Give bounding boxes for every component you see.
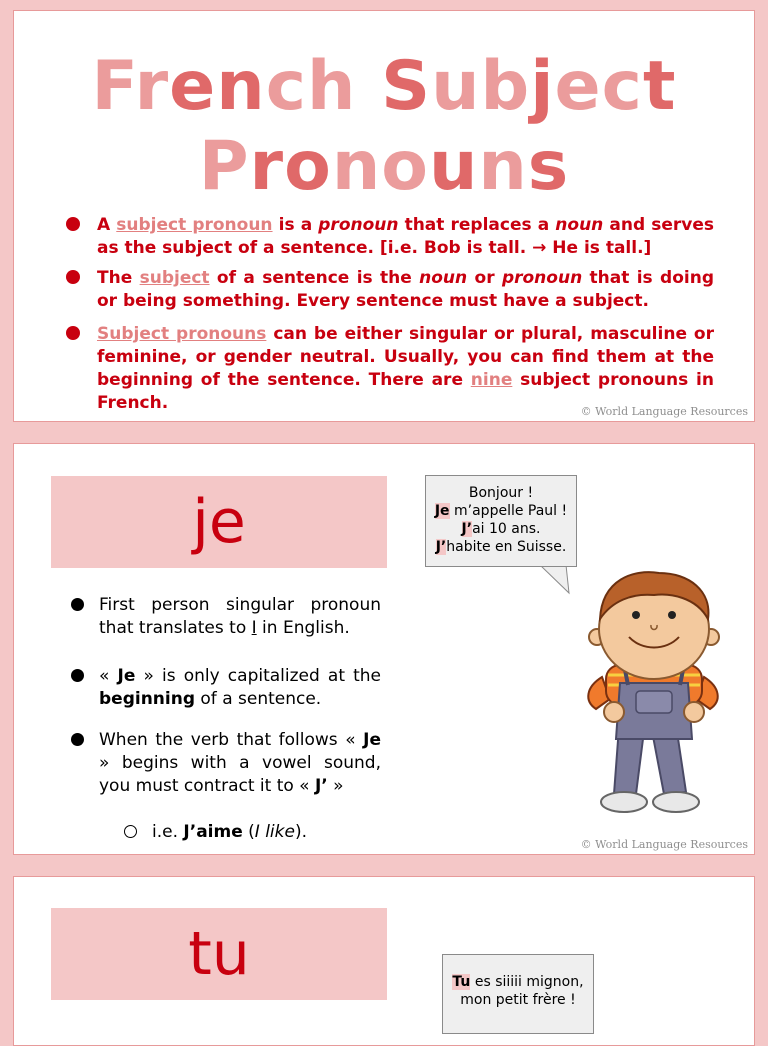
speech-bubble <box>425 475 577 567</box>
pronoun-heading-box <box>51 476 387 568</box>
bullet-text <box>99 729 381 798</box>
text-italic: I like <box>254 822 295 842</box>
hollow-bullet-icon <box>124 825 137 838</box>
title-word-subject: Subject <box>381 47 677 126</box>
title-word-pronouns: Pronouns <box>198 127 570 206</box>
bullet-text <box>97 267 714 313</box>
title-word-french: French <box>91 47 357 126</box>
text-bold: beginning <box>99 689 195 709</box>
text: in English. <box>256 618 350 638</box>
text: that replaces a <box>398 215 556 235</box>
bullet-text <box>97 214 714 260</box>
bullet-dot <box>66 270 80 284</box>
bubble-text <box>426 538 576 556</box>
text-bold: Je <box>117 666 136 686</box>
je-card <box>13 443 755 855</box>
highlighted-pronoun: Tu <box>452 974 471 990</box>
intro-card <box>13 10 755 422</box>
speech-bubble <box>442 954 594 1034</box>
bullet-dot <box>66 217 80 231</box>
text: of a sentence. <box>195 689 322 709</box>
text: » <box>327 776 344 796</box>
text-italic: noun <box>555 215 604 235</box>
text: and serves as the subject of a sentence. [i.e. Bob is tall. → He is tall.] <box>97 215 715 258</box>
text: i.e. <box>152 822 184 842</box>
bullet-text <box>99 594 381 640</box>
copyright-credit: © World Language Resources <box>580 405 748 418</box>
bubble-text <box>426 502 576 538</box>
text-italic: noun <box>419 268 468 288</box>
pronoun-word: je <box>192 487 246 557</box>
bullet-dot <box>71 669 84 682</box>
bubble-text <box>443 973 593 1009</box>
boy-character-icon <box>588 572 719 812</box>
text: ). <box>294 822 307 842</box>
bullet-dot <box>71 598 84 611</box>
term-link: nine <box>470 370 513 390</box>
term-link: subject pronoun <box>116 215 273 235</box>
page-title-line2 <box>14 127 754 207</box>
text: or <box>467 268 502 288</box>
text-bold: Je <box>363 730 381 750</box>
text: A <box>97 215 117 235</box>
text: The <box>97 268 140 288</box>
text-italic: pronoun <box>501 268 583 288</box>
text: ( <box>242 822 255 842</box>
text: « <box>99 666 118 686</box>
highlighted-pronoun: Je <box>434 503 450 519</box>
bullet-dot <box>66 326 80 340</box>
text: can be either singular or plural, masculine or feminine, or gender neutral. Usually, you can find them at the beginning of the sentence. There are <box>97 324 714 390</box>
text: m’appelle Paul ! <box>449 503 568 519</box>
bullet-dot <box>71 733 84 746</box>
tu-card <box>13 876 755 1046</box>
bubble-text: Bonjour ! <box>468 485 534 501</box>
text-italic: pronoun <box>318 215 399 235</box>
text: subject pronouns in French. <box>97 370 714 413</box>
bullet-text <box>97 323 714 415</box>
sub-bullet-text <box>152 821 307 844</box>
text: ai 10 ans. <box>472 521 541 537</box>
speech-bubble-tail <box>540 565 569 593</box>
text: When the verb that follows « <box>99 730 364 750</box>
text: habite en Suisse. <box>446 539 567 555</box>
text-bold: J’ <box>314 776 328 796</box>
text: that is doing or being something. Every sentence must have a subject. <box>97 268 714 311</box>
text: es siiiii mignon, mon petit frère ! <box>460 974 584 1008</box>
text-bold: J’aime <box>183 822 243 842</box>
copyright-credit: © World Language Resources <box>580 838 748 851</box>
term-link: subject <box>139 268 210 288</box>
text: First person singular pronoun that translates to <box>99 595 381 638</box>
bullet-text <box>99 665 381 711</box>
text: is a <box>272 215 319 235</box>
highlighted-pronoun: J’ <box>461 521 473 537</box>
text: of a sentence is the <box>209 268 420 288</box>
highlighted-pronoun: J’ <box>435 539 447 555</box>
term-link: Subject pronouns <box>97 324 267 344</box>
page-title <box>14 47 754 127</box>
text-underlined: I <box>251 618 257 638</box>
text: » is only capitalized at the <box>135 666 382 686</box>
text: » begins with a vowel sound, you must contract it to « <box>99 753 381 796</box>
pronoun-heading-box <box>51 908 387 1000</box>
pronoun-word: tu <box>188 919 250 989</box>
